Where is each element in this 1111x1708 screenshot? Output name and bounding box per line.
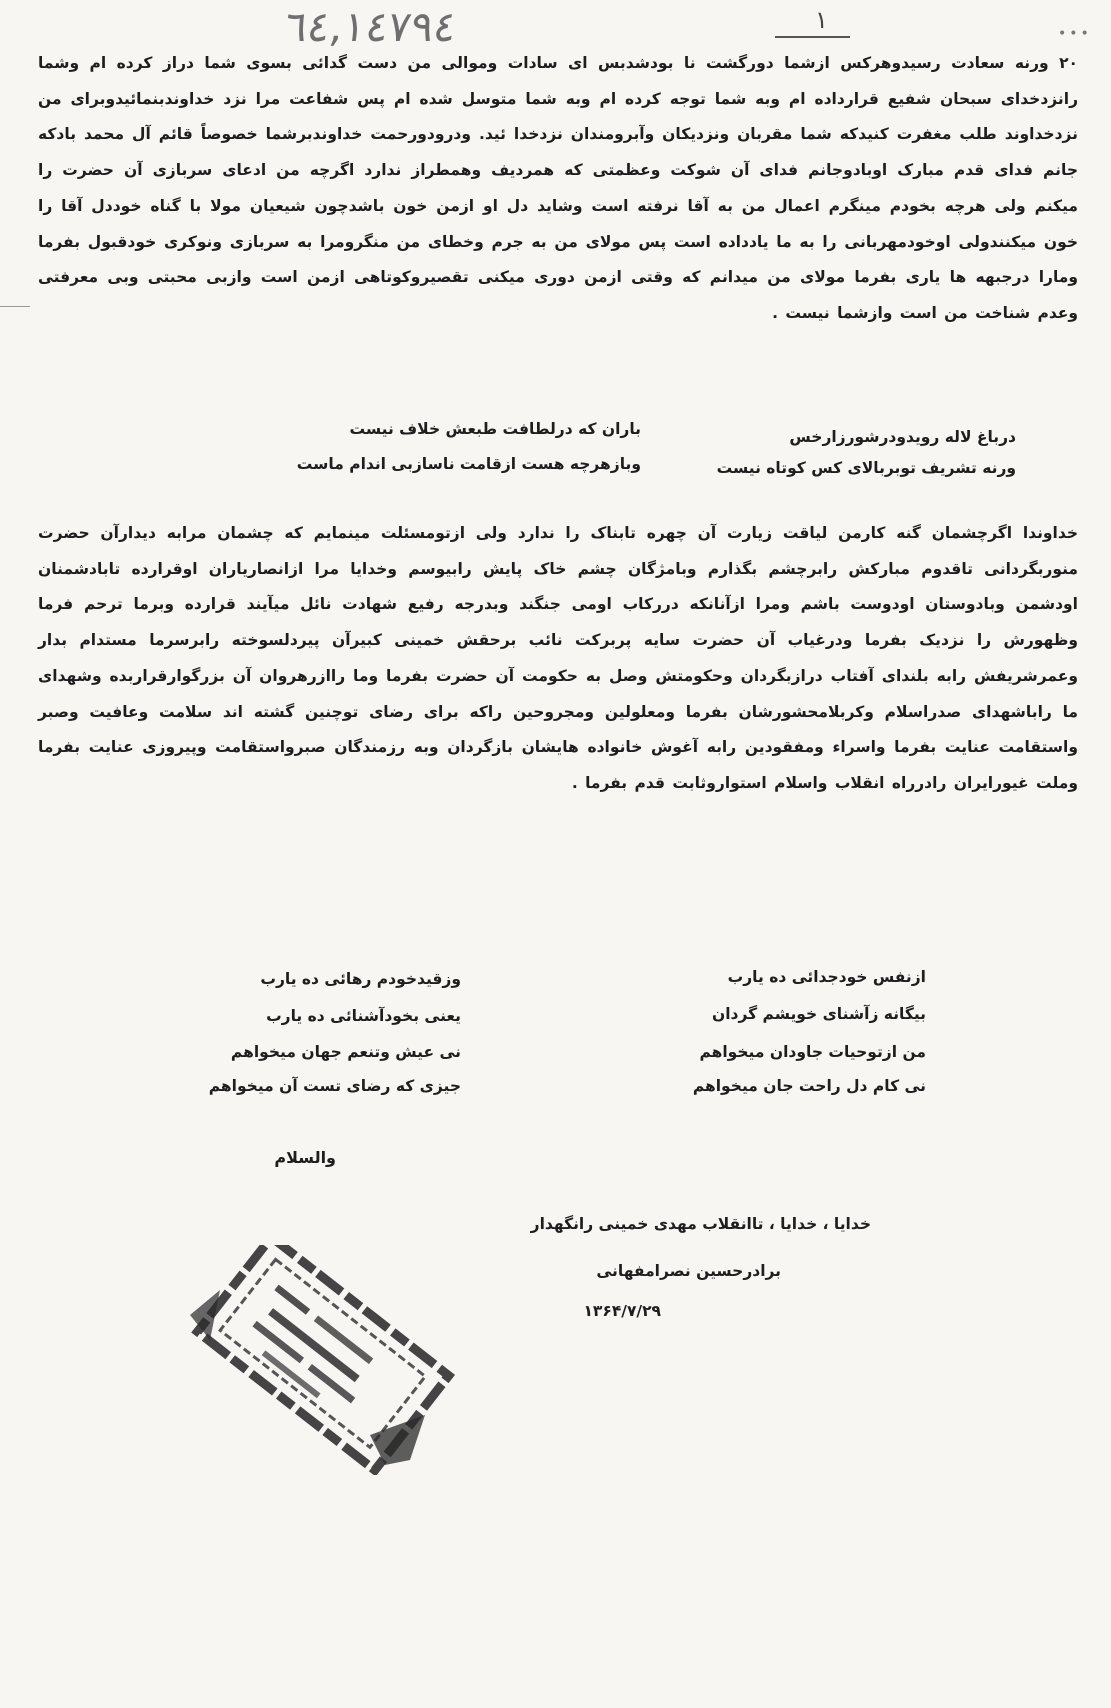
- poem-line3-right: من ازتوحیات جاودان میخواهم: [699, 1043, 926, 1061]
- poem-line4-left: جیزی که رضای تست آن میخواهم: [208, 1077, 461, 1095]
- letter-date: ۱۳۶۴/۷/۲۹: [583, 1302, 661, 1320]
- poem-line2-left: یعنی بخودآشنائی ده یارب: [266, 1007, 461, 1025]
- page-number: ١: [815, 6, 828, 34]
- poem-line1-left: وزقیدخودم رهائی ده یارب: [260, 970, 461, 988]
- poem-line4-right: نی کام دل راحت جان میخواهم: [692, 1077, 926, 1095]
- corner-dots: •••: [1058, 26, 1092, 42]
- poem-line1-right: ازنفس خودجدائی ده یارب: [727, 968, 926, 986]
- official-stamp-icon: [150, 1245, 480, 1475]
- letter-body-part2: خداوندا اگرچشمان گنه کارمن لیاقت زیارت آن چهره تابناک را ندارد ولی ازتومسئلت مینمایم که چشمان مرابه دیدارآن حضرت منوربگردانی تاقدوم مبارکش رابرچشم بگذارم وبامژگان چشم خاک پایش رابیوسم وخدایا مرا ازانصاریاران اوقرارده تابادشمنان اودشمن وبادوستان اودوست باشم ومرا ازآنانکه دررکاب اومی جنگند وبدرجه رفیع شهادت نائل میآیند قرارده وبرما ترحم فرما وظهورش را نزدیک بفرما ودرغیاب آن حضرت سایه پربرکت نائب برحقش خمینی کبیرآن پیردلسوخته رابرسرما مستدام بدار وعمرشریفش رابه بلندای آفتاب درازبگردان وحکومتش وصل به حکومت آن حضرت بفرما وما راازرهروان آن بزرگوارقراربده وشهدای ما راباشهدای صدراسلام وکربلامحشورشان بفرما ومعلولین ومجروحین راکه برای رضای توچنین گشته اند سلامت وعافیت وصبر واستقامت عنایت بفرما واسراء ومفقودین رابه آغوش خانواده هایشان بازگردان وبه رزمندگان صبرواستقامت وپیروزی عنایت بفرما وملت غیورایران رادرراه انقلاب واسلام استواروثابت قدم بفرما .: [38, 524, 1078, 792]
- poem-line2-right: بیگانه زآشنای خویشم گردان: [711, 1005, 926, 1023]
- couplet2-right: وبازهرچه هست ازقامت ناسازبی اندام ماست: [296, 455, 641, 473]
- couplet1-left: درباغ لاله رویدودرشورزارخس: [789, 428, 1016, 446]
- closing-prayer: خدایا ، خدایا ، تاانقلاب مهدی خمینی رانگهدار: [530, 1215, 871, 1233]
- poem-line3-left: نی عیش وتنعم جهان میخواهم: [230, 1043, 461, 1061]
- couplet2-left: ورنه تشریف توبربالای کس کوتاه نیست: [716, 459, 1016, 477]
- closing-salutation: والسلام: [274, 1148, 336, 1167]
- handwritten-archive-number: ٦٤,١٤٧٩٤: [281, 2, 460, 51]
- page-number-underline: [775, 36, 850, 38]
- couplet1-right: باران که درلطافت طبعش خلاف نیست: [349, 420, 641, 438]
- letter-body-part1: ۲۰ ورنه سعادت رسیدوهرکس ازشما دورگشت نا بودشدبس ای سادات وموالی من دست گدائی بسوی شما دراز کرده ام وشما رانزدخدای سبحان شفیع قرارداده ام وبه شما توجه کرده ام وبه شما متوسل شده ام پس شفاعت مرا نزد خداوندبنمائیدوبرای من نزدخداوند طلب مغفرت کنیدکه شما مقربان ونزدیکان وآبرومندان نزدخدا ئید. ودرودورحمت خداوندبرشما خصوصاً قائم آل محمد بادکه جانم فدای قدم مبارک اوبادوجانم فدای آن شوکت وعظمتی که همردیف وهمطراز ندارد اگرچه من ادعای سربازی آن حضرت را میکنم ولی هرچه بخودم مینگرم اعمال من به آقا نرفته است وشاید دل او ازمن خون باشدچون شیعیان مولا با گناه خوددل آقا را خون میکنندولی اوخودمهربانی را به ما یادداده است پس مولای من به جرم وخطای من منگرومرا به سربازی ونوکری خودقبول بفرما ومارا درجبهه ها یاری بفرما مولای من میدانم که وقتی ازمن دوری میکنی تقصیروکوتاهی ازمن است وازبی محبتی وبی معرفتی وعدم شناخت من است وازشما نیست .: [38, 54, 1078, 322]
- signer-name: برادرحسین نصرامفهانی: [596, 1262, 781, 1280]
- margin-mark: [0, 306, 30, 307]
